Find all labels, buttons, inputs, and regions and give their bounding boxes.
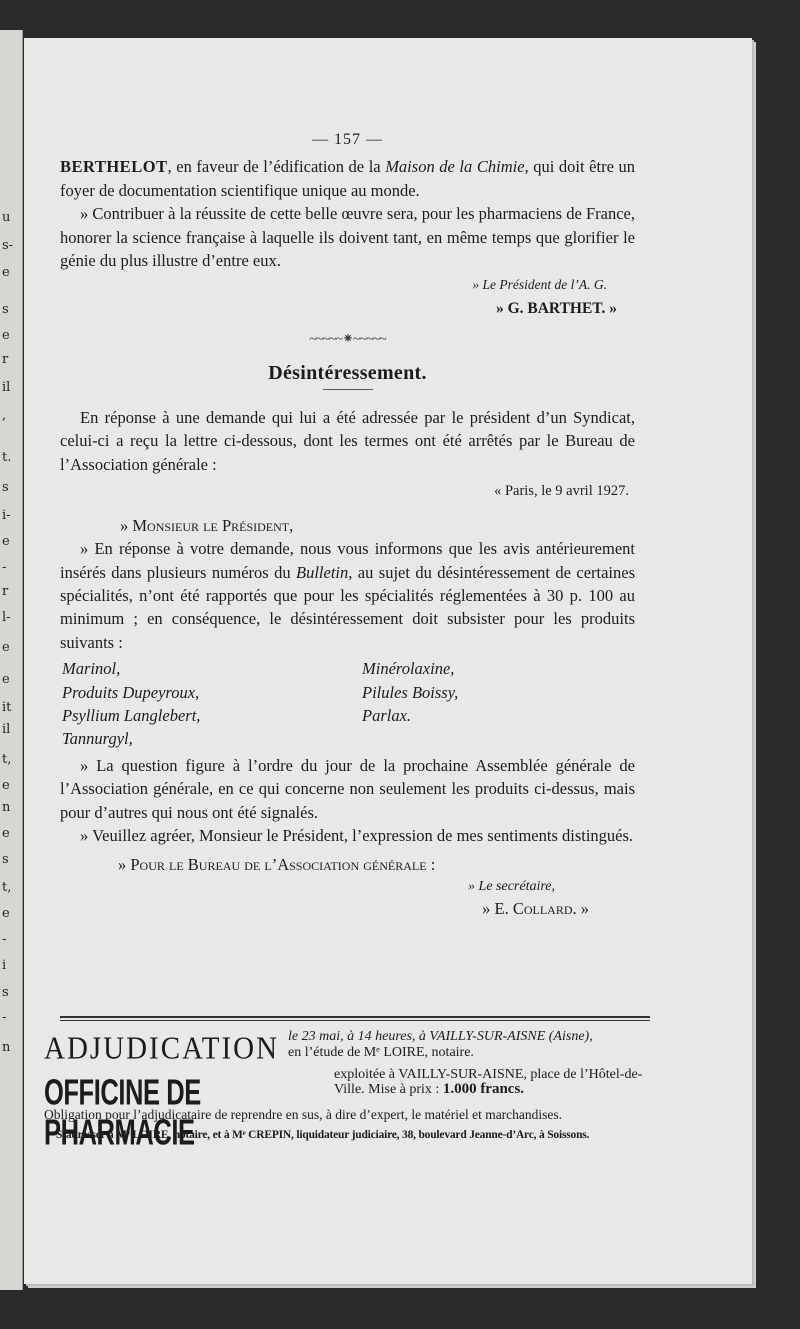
- margin-fragment: il: [2, 380, 11, 395]
- margin-fragment: e: [2, 534, 10, 549]
- signature-title: » Le Président de l’A. G.: [472, 277, 607, 293]
- margin-fragment: it: [2, 700, 12, 715]
- letter-sign-title: » Le secrétaire,: [468, 878, 555, 894]
- product-item: Produits Dupeyroux,: [62, 682, 200, 702]
- margin-fragment: i: [2, 958, 7, 973]
- double-rule-divider: [60, 1016, 650, 1021]
- page-content: [60, 128, 635, 920]
- p2-text-end: , au sujet du désintéressement de certaines spécialités, n’ont été rapportés que pour les spécialités réglementées à 30 p. 100 au minimum ; en conséquence, le désintéressement doit subsister pour les produits suivants :: [60, 562, 635, 652]
- margin-fragment: s: [2, 985, 9, 1000]
- ad-contact: S’adresser à Mᵉ LOIRE, notaire, et à Mᵉ CREPIN, liquidateur judiciaire, 38, boulevard Jeanne-d’Arc, à Soissons.: [56, 1129, 590, 1141]
- product-item: Marinol,: [62, 659, 121, 679]
- margin-fragment: t.: [2, 450, 12, 465]
- section-title: Désintéressement.: [268, 361, 427, 384]
- margin-fragment: -: [2, 1010, 7, 1025]
- ad-date-line: le 23 mai, à 14 heures, à VAILLY-SUR-AISNE (Aisne),: [288, 1029, 593, 1044]
- ad-location-block: [334, 1067, 660, 1097]
- ad-date-block: [288, 1029, 660, 1061]
- margin-fragment: e: [2, 328, 10, 343]
- margin-fragment: e: [2, 265, 10, 280]
- letter-date: « Paris, le 9 avril 1927.: [494, 483, 629, 500]
- margin-fragment: i-: [2, 508, 11, 523]
- ad-obligation: Obligation pour l’adjudicataire de reprendre en sus, à dire d’expert, le matériel et marchandises.: [44, 1107, 563, 1122]
- letter-salutation: » Monsieur le Président,: [120, 515, 294, 535]
- ad-price: 1.000 francs.: [442, 1081, 525, 1097]
- intro-italic: Maison de la Chimie: [385, 157, 525, 177]
- name-berthelot: BERTHELOT: [60, 157, 168, 177]
- margin-fragment: s: [2, 480, 9, 495]
- product-item: Minérolaxine,: [362, 659, 455, 679]
- product-item: Tannurgyl,: [62, 729, 133, 749]
- letter-sign-name: » E. Collard. »: [482, 898, 589, 918]
- margin-fragment: e: [2, 778, 10, 793]
- intro-paragraph-1: [60, 155, 635, 202]
- signature-name: » G. BARTHET. »: [495, 299, 617, 317]
- page-number: — 157 —: [312, 131, 383, 148]
- product-item: Pilules Boissy,: [362, 682, 459, 702]
- margin-fragment: r: [2, 352, 9, 367]
- margin-fragment: t,: [2, 880, 12, 895]
- ad-notary-line: en l’étude de Mᵉ LOIRE, notaire.: [288, 1045, 474, 1060]
- product-list: [60, 657, 635, 751]
- ornament-divider: ~~~~~⁕~~~~~: [309, 332, 386, 348]
- intro-text: , en faveur de l’édification de la: [167, 157, 386, 177]
- ad-location: exploitée à VAILLY-SUR-AISNE, place de l’Hôtel-de-Ville. Mise à prix :: [334, 1067, 643, 1097]
- margin-fragment: n: [2, 800, 11, 815]
- title-underline: [323, 389, 373, 390]
- ad-headline-officine: OFFICINE DE PHARMACIE: [44, 1073, 201, 1153]
- margin-fragment: ,: [2, 408, 7, 423]
- intro-text-end: , qui doit être un foyer de documentation scientifique unique au monde.: [60, 157, 635, 200]
- body-paragraph-2: [60, 537, 635, 654]
- product-item: Parlax.: [362, 705, 412, 725]
- margin-fragment: il: [2, 722, 11, 737]
- margin-fragment: n: [2, 1040, 11, 1055]
- letter-sign-organization: » Pour le Bureau de l’Association générale :: [118, 855, 436, 875]
- bulletin-italic: Bulletin: [296, 562, 349, 582]
- margin-fragment: e: [2, 906, 10, 921]
- margin-fragment: s-: [2, 238, 14, 253]
- product-column-right: [362, 657, 637, 751]
- product-column-left: [62, 657, 362, 751]
- margin-fragment: -: [2, 932, 7, 947]
- body-paragraph-1: En réponse à une demande qui lui a été adressée par le président d’un Syndicat, celui-ci a reçu la lettre ci-dessous, dont les termes ont été arrêtés par le Bureau de l’Association générale :: [60, 408, 635, 474]
- margin-fragment: t,: [2, 752, 12, 767]
- margin-fragment: l-: [2, 610, 11, 625]
- product-item: Psyllium Langlebert,: [62, 705, 201, 725]
- p2-text: » En réponse à votre demande, nous vous informons que les avis antérieurement insérés dans plusieurs numéros du: [60, 539, 635, 582]
- margin-fragment: u: [2, 210, 11, 225]
- margin-fragment: e: [2, 672, 10, 687]
- margin-fragment: e: [2, 826, 10, 841]
- margin-fragment: -: [2, 560, 7, 575]
- margin-fragment: r: [2, 584, 9, 599]
- page: [24, 38, 752, 1284]
- body-paragraph-3: » La question figure à l’ordre du jour de la prochaine Assemblée générale de l’Association générale, en ce qui concerne non seulement les produits ci-dessus, mais pour d’autres qui nous ont été signalés.: [60, 755, 635, 822]
- ad-headline-adjudication: ADJUDICATION: [44, 1031, 280, 1067]
- margin-fragment: e: [2, 640, 10, 655]
- margin-fragment: s: [2, 302, 9, 317]
- body-paragraph-4: » Veuillez agréer, Monsieur le Président, l’expression de mes sentiments distingués.: [80, 825, 634, 845]
- margin-fragment: s: [2, 852, 9, 867]
- previous-page-edge: [0, 30, 23, 1290]
- intro-paragraph-2: » Contribuer à la réussite de cette belle œuvre sera, pour les pharmaciens de France, honorer la science française à laquelle ils doivent tant, en même temps que glorifier le génie du plus illustre d’entre eux.: [60, 204, 635, 271]
